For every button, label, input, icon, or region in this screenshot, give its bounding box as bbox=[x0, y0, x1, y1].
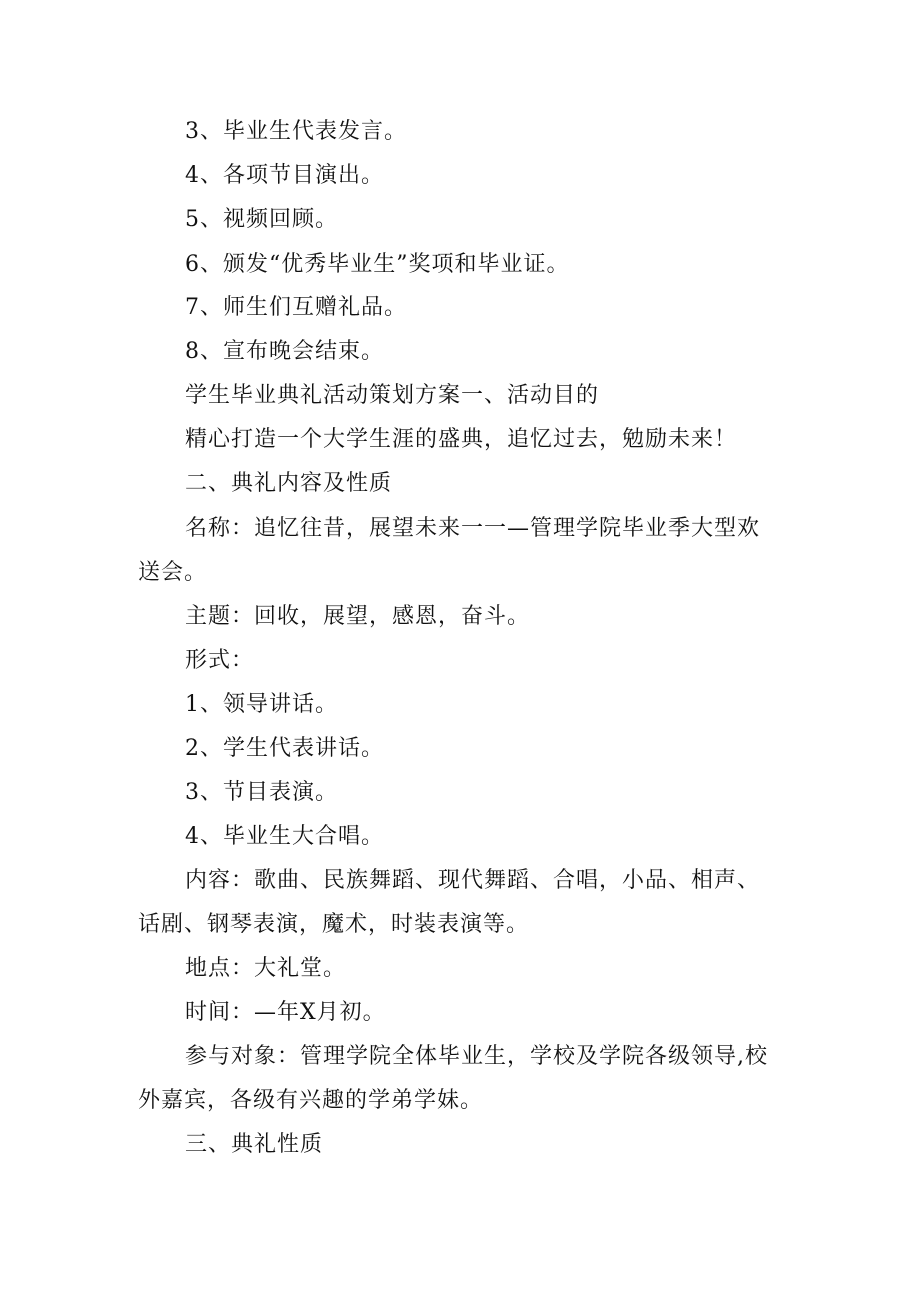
format-item-3: 3、节目表演。 bbox=[185, 780, 338, 805]
paragraph-participants-line-1: 参与对象：管理学院全体毕业生，学校及学院各级领导,校 bbox=[185, 1044, 768, 1069]
list-item-8-closing: 8、宣布晚会结束。 bbox=[185, 339, 384, 364]
paragraph-content-line-2: 话剧、钢琴表演，魔术，时装表演等。 bbox=[138, 912, 530, 937]
list-item-6-awards: 6、颁发“优秀毕业生”奖项和毕业证。 bbox=[185, 252, 570, 277]
section-heading-ceremony-nature: 三、典礼性质 bbox=[185, 1132, 324, 1157]
list-item-5-video-review: 5、视频回顾。 bbox=[185, 207, 338, 232]
paragraph-content-line-1: 内容：歌曲、民族舞蹈、现代舞蹈、合唱，小品、相声、 bbox=[185, 868, 761, 893]
section-heading-content-nature: 二、典礼内容及性质 bbox=[185, 471, 393, 496]
paragraph-time: 时间：—年X月初。 bbox=[185, 1000, 386, 1025]
paragraph-participants-line-2: 外嘉宾，各级有兴趣的学弟学妹。 bbox=[138, 1088, 484, 1113]
list-item-4-performances: 4、各项节目演出。 bbox=[185, 163, 384, 188]
format-item-4: 4、毕业生大合唱。 bbox=[185, 824, 384, 849]
section-heading-plan-title: 学生毕业典礼活动策划方案一、活动目的 bbox=[185, 383, 600, 408]
list-item-3-graduate-speech: 3、毕业生代表发言。 bbox=[185, 119, 407, 144]
paragraph-location: 地点：大礼堂。 bbox=[185, 956, 347, 981]
paragraph-name-line-2: 送会。 bbox=[138, 560, 208, 585]
format-item-1: 1、领导讲话。 bbox=[185, 692, 338, 717]
paragraph-theme: 主题：回收，展望，感恩，奋斗。 bbox=[185, 604, 531, 629]
paragraph-format-label: 形式： bbox=[185, 648, 255, 673]
list-item-7-gifts: 7、师生们互赠礼品。 bbox=[185, 295, 407, 320]
paragraph-name-line-1: 名称：追忆往昔，展望未来一一—管理学院毕业季大型欢 bbox=[185, 516, 761, 541]
paragraph-purpose: 精心打造一个大学生涯的盛典，追忆过去，勉励未来！ bbox=[185, 427, 738, 452]
format-item-2: 2、学生代表讲话。 bbox=[185, 736, 384, 761]
